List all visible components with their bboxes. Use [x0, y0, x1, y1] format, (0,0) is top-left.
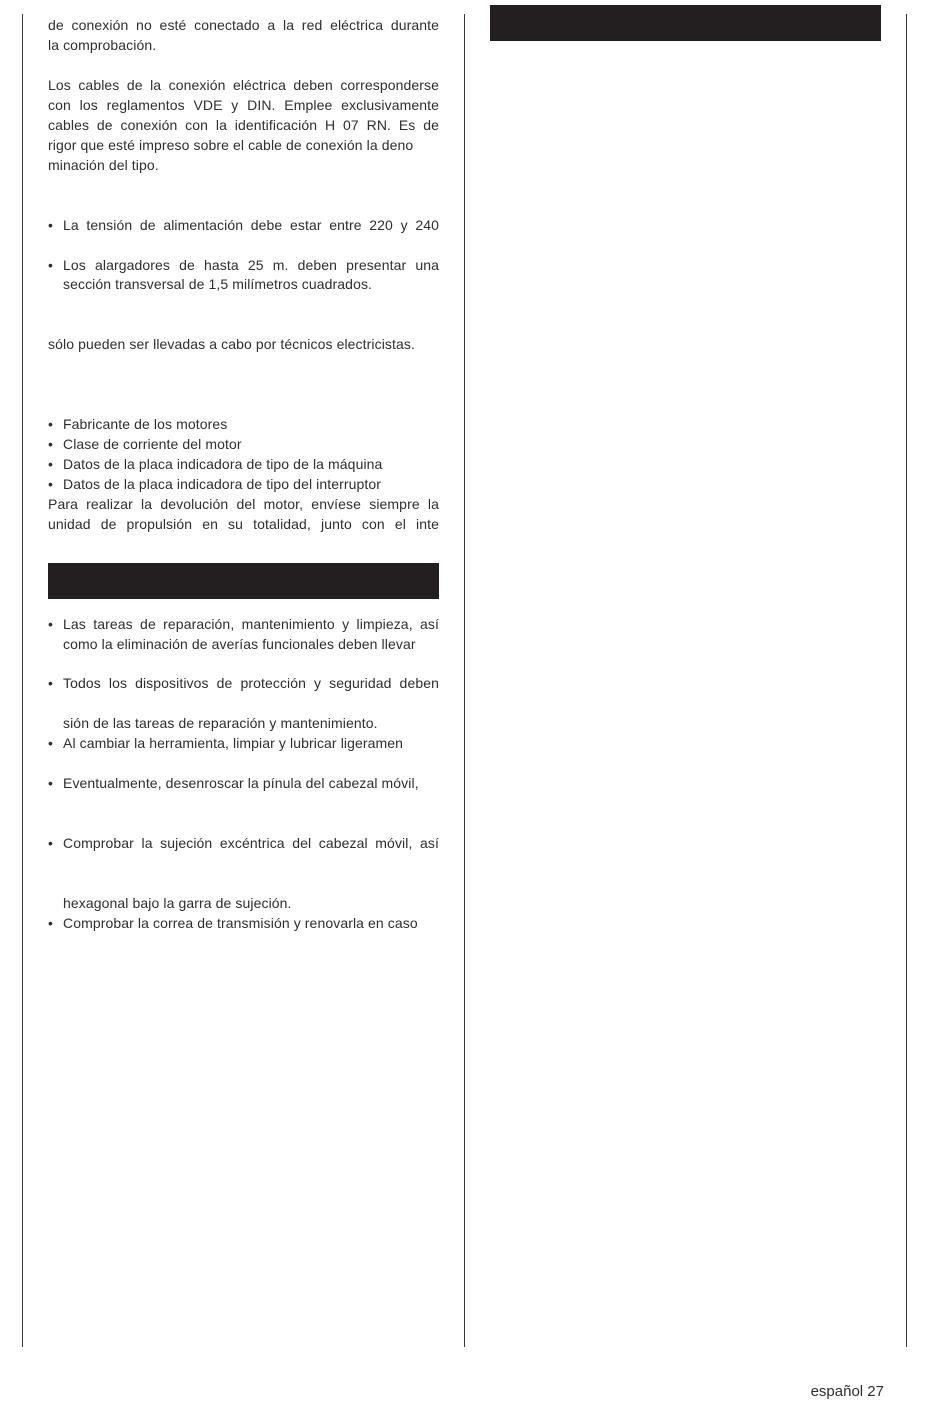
bullet-item: • Datos de la placa indicadora de tipo de la máquina: [48, 454, 439, 474]
bullet-item: • Comprobar la sujeción excéntrica del cabezal móvil, así: [48, 833, 439, 853]
bullet-item: • Todos los dispositivos de protección y seguridad deben: [48, 673, 439, 693]
text-line: Para realizar la devolución del motor, envíese siempre la: [48, 496, 439, 512]
bullet-item: • Eventualmente, desenroscar la pínula del cabezal móvil,: [48, 773, 439, 793]
text-line: de conexión no esté conectado a la red eléctrica durante: [48, 17, 439, 33]
page-number: español 27: [810, 1383, 884, 1400]
text-line: sión de las tareas de reparación y mantenimiento.: [63, 715, 378, 731]
text-line: rigor que esté impreso sobre el cable de conexión la deno: [48, 137, 414, 153]
text-line: hexagonal bajo la garra de sujeción.: [63, 895, 292, 911]
bullet-item: • Comprobar la correa de transmisión y renovarla en caso: [48, 913, 439, 933]
text-line: con los reglamentos VDE y DIN. Emplee exclusivamente: [48, 97, 439, 113]
text-line: cables de conexión con la identificación H 07 RN. Es de: [48, 117, 439, 133]
text-line: sección transversal de 1,5 milímetros cuadrados.: [63, 276, 373, 292]
bullet-item: • Las tareas de reparación, mantenimiento y limpieza, así: [48, 614, 439, 634]
text-line: la comprobación.: [48, 37, 157, 53]
bullet-item: • La tensión de alimentación debe estar entre 220 y 240: [48, 215, 439, 235]
bullet-item: • Fabricante de los motores: [48, 414, 439, 434]
section-heading-bar: [48, 563, 439, 599]
right-column-heading-bar: [490, 5, 881, 41]
text-line: como la eliminación de averías funcionales deben llevar: [63, 636, 416, 652]
bullet-item: • Los alargadores de hasta 25 m. deben presentar una: [48, 255, 439, 275]
text-line: Los cables de la conexión eléctrica deben corresponderse: [48, 77, 439, 93]
bullet-item: • Al cambiar la herramienta, limpiar y lubricar ligeramen: [48, 733, 439, 753]
text-line: unidad de propulsión en su totalidad, junto con el inte: [48, 516, 439, 532]
text-line: minación del tipo.: [48, 157, 159, 173]
bullet-item: • Datos de la placa indicadora de tipo del interruptor: [48, 474, 439, 494]
page-rule-center: [464, 14, 465, 1347]
bullet-item: • Clase de corriente del motor: [48, 434, 439, 454]
text-line: sólo pueden ser llevadas a cabo por técnicos electricistas.: [48, 336, 415, 352]
page-rule-left: [22, 14, 23, 1347]
page-rule-right: [906, 14, 907, 1347]
